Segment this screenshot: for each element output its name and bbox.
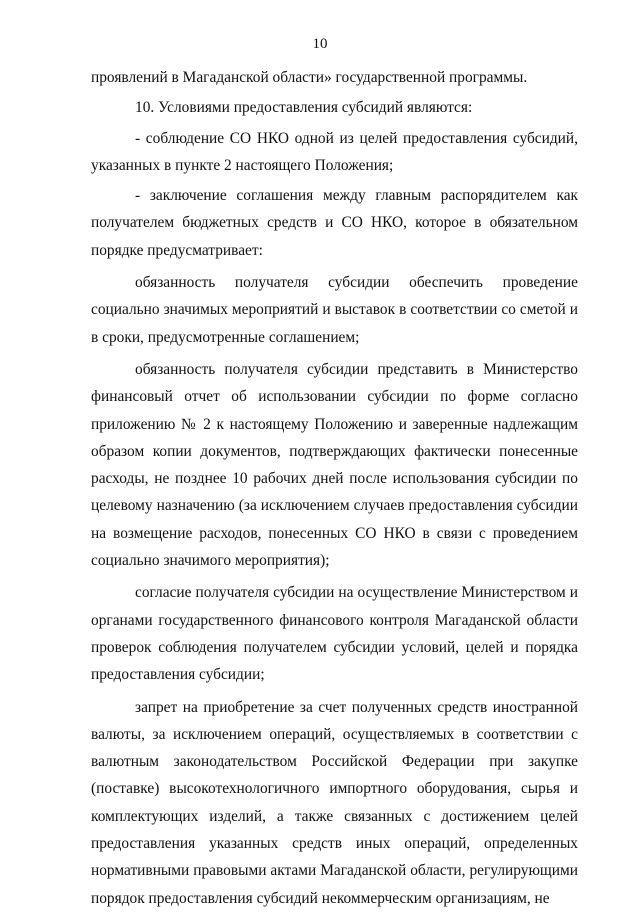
paragraph-obligation-report: обязанность получателя субсидии представить в Министерство финансовый отчет об использовании субсидии по форме согласно приложению № 2 к настоящему Положению и заверенные надлежащим образом копии документов, подтверждающих фактически понесенные расходы, не позднее 10 рабочих дней после использования субсидии по целевому назначению (за исключением случаев предоставления субсидии на возмещение расходов, понесенных СО НКО в связи с проведением социально значимого мероприятия); (91, 360, 578, 570)
page-number: 10 (312, 36, 328, 52)
paragraph-obligation-events: обязанность получателя субсидии обеспечить проведение социально значимых мероприятий и выставок в соответствии со сметой и в сроки, предусмотренные соглашением; (91, 274, 578, 346)
paragraph-currency-ban: запрет на приобретение за счет полученных средств иностранной валюты, за исключением операций, осуществляемых в соответствии с валютным законодательством Российской Федерации при закупке (поставке) высокотехнологичного импортного оборудования, сырья и комплектующих изделий, а также связанных с достижением целей предоставления указанных средств иных операций, определенных нормативными правовыми актами Магаданской области, регулирующими порядок предоставления субсидий некоммерческим организациям, не (91, 698, 578, 907)
paragraph-agreement: - заключение соглашения между главным распорядителем как получателем бюджетных средств и СО НКО, которое в обязательном порядке предусматривает: (91, 187, 578, 259)
document-body (91, 64, 578, 912)
paragraph-continuation: проявлений в Магаданской области» государственной программы. (91, 69, 528, 86)
paragraph-consent-audit: согласие получателя субсидии на осуществление Министерством и органами государственного финансового контроля Магаданской области проверок соблюдения получателем субсидии условий, целей и порядка предоставления субсидии; (91, 584, 578, 684)
paragraph-goal-compliance: - соблюдение СО НКО одной из целей предоставления субсидий, указанных в пункте 2 настоящего Положения; (91, 129, 578, 174)
paragraph-conditions-heading: 10. Условиями предоставления субсидий являются: (135, 99, 473, 117)
